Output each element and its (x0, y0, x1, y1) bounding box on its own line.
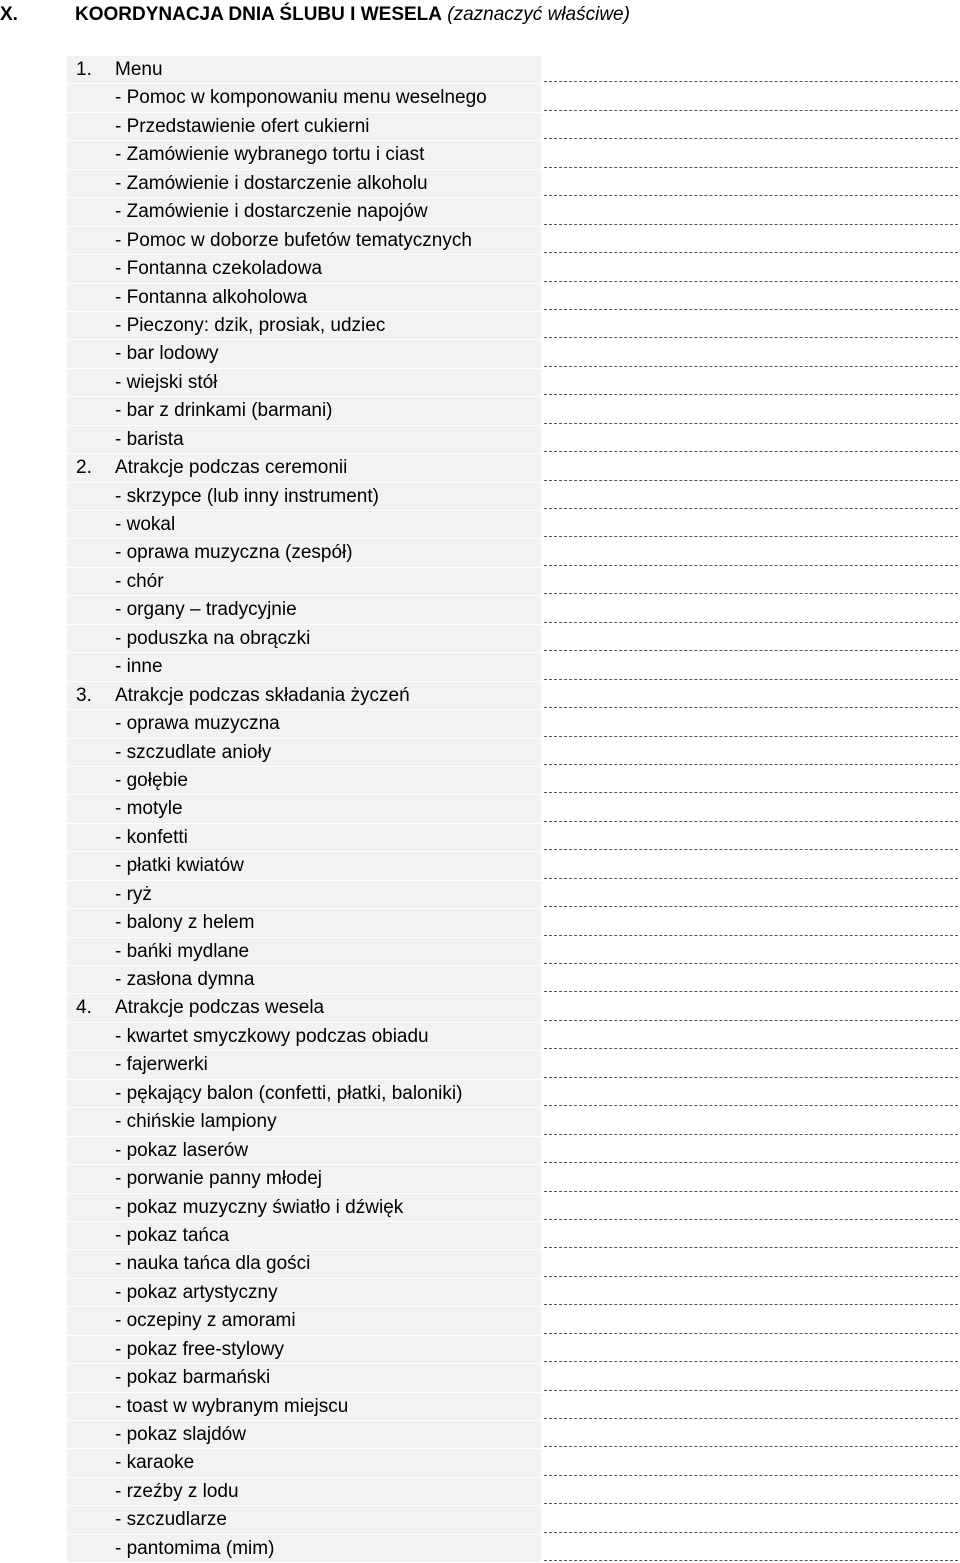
answer-line[interactable] (544, 963, 958, 964)
category-number: 2. (76, 457, 92, 479)
option-row (0, 653, 960, 681)
section-number: X. (0, 4, 18, 25)
answer-line[interactable] (544, 281, 958, 282)
option-label: - balony z helem (115, 912, 255, 934)
answer-line[interactable] (544, 1276, 958, 1277)
answer-line[interactable] (544, 1048, 958, 1049)
option-row (0, 426, 960, 454)
option-row (0, 1051, 960, 1079)
answer-line[interactable] (544, 1304, 958, 1305)
option-row (0, 1336, 960, 1364)
answer-line[interactable] (544, 792, 958, 793)
option-row (0, 568, 960, 596)
answer-line[interactable] (544, 1077, 958, 1078)
answer-line[interactable] (544, 679, 958, 680)
option-label: - bar lodowy (115, 343, 219, 365)
category-label: Atrakcje podczas ceremonii (115, 457, 348, 479)
option-label: - zasłona dymna (115, 969, 255, 990)
option-row (0, 1449, 960, 1477)
option-label: - poduszka na obrączki (115, 627, 311, 649)
option-row (0, 113, 960, 141)
answer-line[interactable] (544, 1105, 958, 1106)
option-row (0, 710, 960, 738)
option-row (0, 198, 960, 226)
option-row (0, 369, 960, 397)
option-label: - szczudlate anioły (115, 741, 272, 763)
option-row (0, 1364, 960, 1392)
answer-line[interactable] (544, 252, 958, 253)
option-label: - Pomoc w doborze bufetów tematycznych (115, 229, 472, 251)
option-label: - kwartet smyczkowy podczas obiadu (115, 1025, 429, 1047)
option-row (0, 824, 960, 852)
option-label: - ryż (115, 883, 152, 905)
option-row (0, 1535, 960, 1563)
option-row (0, 739, 960, 767)
section-header (0, 0, 960, 30)
option-label: - rzeźby z lodu (115, 1480, 239, 1502)
option-label: - pokaz laserów (115, 1139, 249, 1161)
option-row (0, 1108, 960, 1136)
option-label: - pokaz slajdów (115, 1424, 246, 1445)
option-label: - pokaz muzyczny światło i dźwięk (115, 1196, 404, 1218)
option-row (0, 227, 960, 255)
option-row (0, 625, 960, 653)
option-label: - oprawa muzyczna (115, 713, 280, 735)
option-label: - pękający balon (confetti, płatki, baloniki) (115, 1082, 463, 1104)
option-row (0, 284, 960, 312)
option-label: - toast w wybranym miejscu (115, 1395, 349, 1417)
section-title-main: KOORDYNACJA DNIA ŚLUBU I WESELA (75, 4, 442, 25)
answer-line[interactable] (544, 1191, 958, 1192)
option-row (0, 1279, 960, 1307)
answer-line[interactable] (544, 366, 958, 367)
option-row (0, 1478, 960, 1506)
option-row (0, 255, 960, 283)
option-row (0, 1023, 960, 1051)
option-row (0, 1137, 960, 1165)
option-row (0, 1080, 960, 1108)
option-label: - bańki mydlane (115, 940, 250, 962)
option-row (0, 511, 960, 539)
answer-line[interactable] (544, 1219, 958, 1220)
category-number: 1. (76, 59, 92, 80)
answer-line[interactable] (544, 1475, 958, 1476)
option-label: - organy – tradycyjnie (115, 599, 297, 621)
answer-line[interactable] (544, 1162, 958, 1163)
answer-line[interactable] (544, 878, 958, 879)
answer-line[interactable] (544, 1503, 958, 1504)
option-label: - Zamówienie i dostarczenie alkoholu (115, 172, 428, 194)
option-label: - chór (115, 570, 164, 592)
section-title-note: (zaznaczyć właściwe) (447, 4, 630, 25)
answer-line[interactable] (544, 1390, 958, 1391)
option-label: - Fontanna czekoladowa (115, 258, 323, 280)
answer-line[interactable] (544, 935, 958, 936)
answer-line[interactable] (544, 536, 958, 537)
option-label: - pokaz artystyczny (115, 1281, 278, 1303)
option-row (0, 1222, 960, 1250)
option-row (0, 881, 960, 909)
option-row (0, 938, 960, 966)
option-row (0, 1250, 960, 1278)
category-row (0, 56, 960, 84)
category-number: 3. (76, 684, 92, 706)
option-label: - Pomoc w komponowaniu menu weselnego (115, 87, 487, 109)
option-row (0, 312, 960, 340)
option-label: - bar z drinkami (barmani) (115, 400, 333, 422)
option-label: - szczudlarze (115, 1509, 227, 1531)
option-label: - pokaz tańca (115, 1224, 230, 1246)
answer-line[interactable] (544, 764, 958, 765)
option-label: - pantomima (mim) (115, 1537, 275, 1559)
option-row (0, 1506, 960, 1534)
answer-line[interactable] (544, 821, 958, 822)
answer-line[interactable] (544, 849, 958, 850)
option-label: - motyle (115, 798, 183, 820)
option-row (0, 767, 960, 795)
answer-line[interactable] (544, 1446, 958, 1447)
answer-line[interactable] (544, 195, 958, 196)
option-label: - wokal (115, 514, 176, 535)
option-label: - Pieczony: dzik, prosiak, udziec (115, 314, 386, 336)
option-label: - Zamówienie i dostarczenie napojów (115, 201, 428, 223)
answer-line[interactable] (544, 650, 958, 651)
option-label: - oczepiny z amorami (115, 1310, 296, 1332)
answer-line[interactable] (544, 451, 958, 452)
answer-line[interactable] (544, 110, 958, 111)
category-row (0, 682, 960, 710)
option-row (0, 909, 960, 937)
option-label: - wiejski stół (115, 371, 218, 393)
option-label: - fajerwerki (115, 1054, 208, 1076)
option-row (0, 1393, 960, 1421)
answer-line[interactable] (544, 736, 958, 737)
option-label: - barista (115, 428, 184, 450)
coordination-list (0, 56, 960, 1563)
option-row (0, 596, 960, 624)
option-row (0, 1194, 960, 1222)
answer-line[interactable] (544, 138, 958, 139)
answer-line[interactable] (544, 508, 958, 509)
option-label: - Fontanna alkoholowa (115, 286, 308, 308)
option-label: - pokaz free-stylowy (115, 1338, 284, 1360)
answer-line[interactable] (544, 1333, 958, 1334)
option-label: - Zamówienie wybranego tortu i ciast (115, 144, 425, 166)
option-label: - płatki kwiatów (115, 855, 244, 877)
answer-line[interactable] (544, 480, 958, 481)
answer-line[interactable] (544, 1020, 958, 1021)
option-label: - pokaz barmański (115, 1367, 271, 1389)
option-label: - oprawa muzyczna (zespół) (115, 542, 353, 564)
answer-line[interactable] (544, 622, 958, 623)
answer-line[interactable] (544, 167, 958, 168)
category-label: Atrakcje podczas wesela (115, 997, 325, 1019)
option-row (0, 84, 960, 112)
section-title (75, 0, 630, 30)
answer-line[interactable] (544, 423, 958, 424)
option-label: - chińskie lampiony (115, 1111, 277, 1133)
option-row (0, 141, 960, 169)
option-label: - karaoke (115, 1452, 195, 1474)
option-label: - skrzypce (lub inny instrument) (115, 485, 379, 507)
answer-line[interactable] (544, 224, 958, 225)
option-label: - konfetti (115, 826, 188, 848)
answer-line[interactable] (544, 906, 958, 907)
option-row (0, 1165, 960, 1193)
answer-line[interactable] (544, 565, 958, 566)
category-number: 4. (76, 997, 92, 1019)
answer-line[interactable] (544, 1560, 958, 1561)
option-label: - nauka tańca dla gości (115, 1253, 311, 1275)
option-row (0, 170, 960, 198)
option-row (0, 397, 960, 425)
answer-line[interactable] (544, 337, 958, 338)
option-label: - Przedstawienie ofert cukierni (115, 115, 370, 137)
answer-line[interactable] (544, 1532, 958, 1533)
option-row (0, 539, 960, 567)
option-row (0, 795, 960, 823)
category-row (0, 994, 960, 1022)
option-row (0, 852, 960, 880)
option-row (0, 483, 960, 511)
answer-line[interactable] (544, 309, 958, 310)
answer-line[interactable] (544, 1247, 958, 1248)
option-row (0, 966, 960, 994)
answer-line[interactable] (544, 991, 958, 992)
option-label: - porwanie panny młodej (115, 1168, 323, 1190)
answer-line[interactable] (544, 394, 958, 395)
option-row (0, 1307, 960, 1335)
answer-line[interactable] (544, 1418, 958, 1419)
answer-line[interactable] (544, 1361, 958, 1362)
option-row (0, 1421, 960, 1449)
answer-line[interactable] (544, 81, 958, 82)
option-label: - inne (115, 656, 163, 678)
option-row (0, 340, 960, 368)
answer-line[interactable] (544, 593, 958, 594)
category-label: Atrakcje podczas składania życzeń (115, 684, 410, 706)
category-row (0, 454, 960, 482)
answer-line[interactable] (544, 1134, 958, 1135)
option-label: - gołębie (115, 769, 188, 791)
category-label: Menu (115, 59, 163, 80)
answer-line[interactable] (544, 707, 958, 708)
